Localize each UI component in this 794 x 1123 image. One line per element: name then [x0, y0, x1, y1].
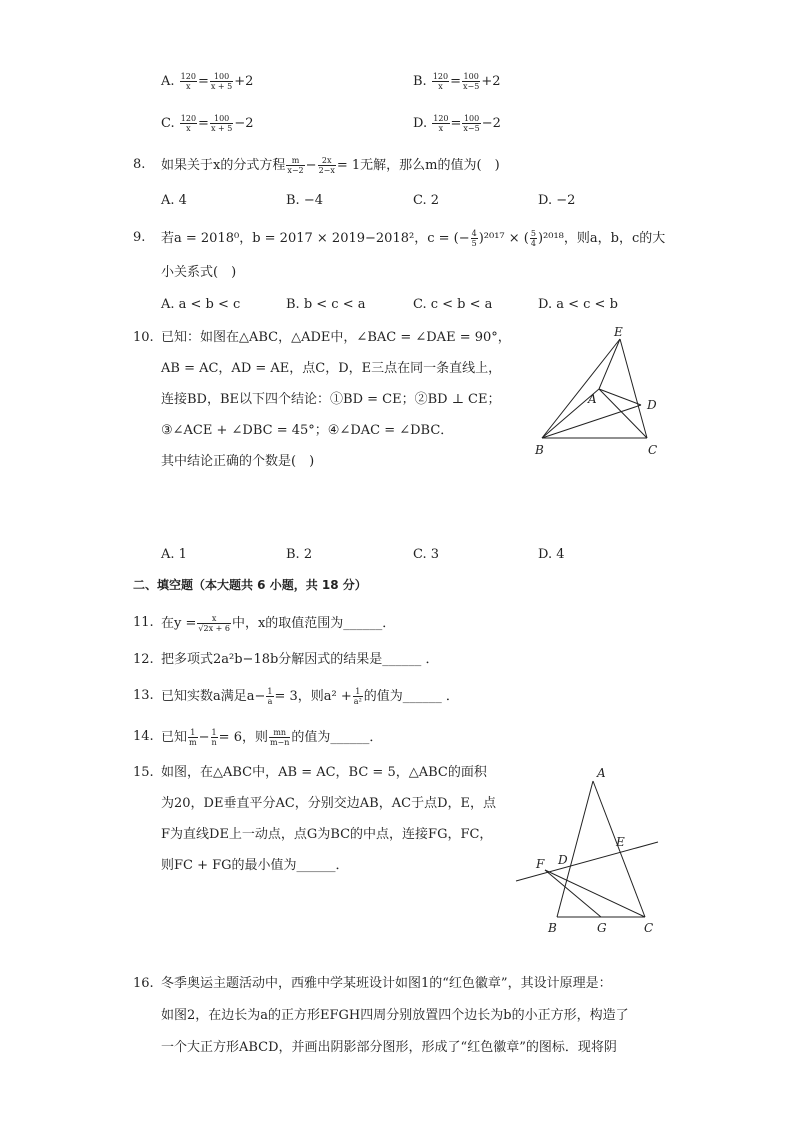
q8-option-b[interactable]: B. −4: [286, 193, 323, 208]
question-16-line3: 一个大正方形ABCD，并画出阴影部分图形，形成了“红色徽章”的图标．现将阴: [161, 1040, 617, 1055]
q10-option-c[interactable]: C. 3: [413, 547, 440, 562]
fraction: $\frac{120}{x}$: [432, 72, 449, 91]
q7-option-a[interactable]: A. $\frac{120}{x}$ = $\frac{100}{x + 5}$ +2: [161, 72, 254, 91]
q10-option-a[interactable]: A. 1: [161, 547, 187, 562]
question-number: 16.: [133, 976, 154, 991]
point-label-E: E: [614, 325, 623, 339]
question-number: 14.: [133, 729, 154, 744]
point-label-B: B: [548, 921, 557, 935]
question-8-stem: 如果关于x的分式方程 $\frac{m}{x-2}$ − $\frac{2x}{2-x}$ = 1无解，那么m的值为( ): [161, 156, 500, 175]
q9-option-d[interactable]: D. a < c < b: [538, 297, 618, 312]
point-label-C: C: [648, 443, 658, 457]
section-heading: 二、填空题（本大题共 6 小题，共 18 分）: [133, 578, 367, 592]
fraction: $\frac{5}{4}$: [530, 229, 536, 248]
q7-option-c[interactable]: C. $\frac{120}{x}$ = $\frac{100}{x + 5}$ −2: [161, 114, 254, 133]
point-label-A: A: [588, 392, 597, 406]
q9-option-c[interactable]: C. c < b < a: [413, 297, 493, 312]
point-label-D: D: [647, 398, 657, 412]
segment-EC: [620, 339, 647, 438]
segment-AB: [557, 781, 593, 917]
question-16-line2: 如图2，在边长为a的正方形EFGH四周分别放置四个边长为b的小正方形，构造了: [161, 1008, 629, 1023]
segment-FG: [545, 870, 601, 917]
q10-option-d[interactable]: D. 4: [538, 547, 565, 562]
fraction: $\frac{120}{x}$: [180, 114, 197, 133]
point-label-B: B: [535, 443, 544, 457]
q9-option-b[interactable]: B. b < c < a: [286, 297, 366, 312]
fraction: $\frac{100}{x + 5}$: [210, 114, 233, 133]
fraction: $\frac{1}{a}$: [267, 687, 273, 706]
question-14-stem: 已知 $\frac{1}{m}$ − $\frac{1}{n}$ = 6，则 $\frac{mn}{m-n}$ 的值为______．: [161, 728, 383, 747]
fraction: $\frac{120}{x}$: [433, 114, 449, 133]
q8-option-c[interactable]: C. 2: [413, 193, 440, 208]
fraction: $\frac{1}{m}$: [189, 728, 197, 747]
q7-option-b[interactable]: B. $\frac{120}{x}$ = $\frac{100}{x-5}$ +2: [413, 72, 501, 91]
point-label-G: G: [597, 921, 607, 935]
q8-option-a[interactable]: A. 4: [161, 193, 187, 208]
question-number: 8.: [133, 157, 146, 172]
point-label-A: A: [597, 766, 606, 780]
segment-EB: [542, 339, 620, 438]
q15-geometry-figure: [510, 762, 670, 940]
question-9-stem: 若a = 2018⁰，b = 2017 × 2019−2018²，c = (− $\frac{4}{5}$ )²⁰¹⁷ × ( $\frac{5}{4}$ )²⁰¹⁸，则a，b，c的大: [161, 229, 666, 248]
q7-option-d[interactable]: D. $\frac{120}{x}$ = $\frac{100}{x-5}$ −2: [413, 114, 501, 133]
fraction: $\frac{120}{x}$: [180, 72, 196, 91]
question-15-line4: 则FC + FG的最小值为______．: [161, 858, 349, 873]
fraction: $\frac{100}{x + 5}$: [210, 72, 233, 91]
question-number: 12.: [133, 652, 154, 667]
question-10-line3: 连接BD，BE以下四个结论：①BD = CE；②BD ⊥ CE；: [161, 392, 501, 407]
point-label-E: E: [616, 835, 625, 849]
fraction: $\frac{4}{5}$: [471, 229, 477, 248]
question-12-stem: 把多项式2a²b−18b分解因式的结果是______ ．: [161, 652, 439, 667]
question-15-line3: F为直线DE上一动点，点G为BC的中点，连接FG，FC，: [161, 827, 493, 842]
question-11-stem: 在y = $\frac{x}{√2x + 6}$ 中，x的取值范围为______．: [161, 614, 396, 633]
question-16-line1: 冬季奥运主题活动中，西雅中学某班设计如图1的“红色徽章”，其设计原理是：: [161, 976, 612, 991]
fraction: $\frac{100}{x-5}$: [463, 114, 480, 133]
fraction: $\frac{m}{x-2}$: [287, 156, 304, 175]
fraction: $\frac{100}{x-5}$: [463, 72, 480, 91]
point-label-D: D: [558, 853, 568, 867]
fraction: $\frac{1}{\text{a²}}$: [353, 687, 362, 706]
fraction: $\frac{2x}{2-x}$: [318, 156, 335, 175]
fraction: $\frac{mn}{m-n}$: [269, 728, 290, 747]
segment-BD: [542, 405, 641, 438]
point-label-C: C: [644, 921, 654, 935]
question-number: 10.: [133, 330, 154, 345]
question-10-line4: ③∠ACE + ∠DBC = 45°；④∠DAC = ∠DBC．: [161, 423, 454, 438]
question-9-stem-cont: 小关系式( ): [161, 265, 237, 280]
q8-option-d[interactable]: D. −2: [538, 193, 576, 208]
fraction: $\frac{1}{n}$: [211, 728, 217, 747]
question-13-stem: 已知实数a满足a− $\frac{1}{a}$ = 3，则a² + $\frac{1}{\text{a²}}$ 的值为______ ．: [161, 687, 459, 706]
fraction: $\frac{x}{√2x + 6}$: [198, 614, 230, 633]
q10-option-b[interactable]: B. 2: [286, 547, 313, 562]
q10-geometry-figure: [525, 322, 675, 462]
question-number: 11.: [133, 615, 154, 630]
question-10-line2: AB = AC，AD = AE，点C，D，E三点在同一条直线上，: [161, 361, 502, 376]
question-number: 13.: [133, 688, 154, 703]
q9-option-a[interactable]: A. a < b < c: [161, 297, 241, 312]
question-number: 9.: [133, 230, 146, 245]
question-10-line5: 其中结论正确的个数是( ): [161, 454, 315, 469]
question-15-line1: 如图，在△ABC中，AB = AC，BC = 5，△ABC的面积: [161, 765, 487, 780]
segment-AE: [599, 339, 620, 389]
question-10-line1: 已知：如图在△ABC，△ADE中，∠BAC = ∠DAE = 90°，: [161, 330, 511, 345]
question-15-line2: 为20，DE垂直平分AC，分别交边AB，AC于点D，E，点: [161, 796, 496, 811]
question-number: 15.: [133, 765, 154, 780]
point-label-F: F: [536, 857, 545, 871]
